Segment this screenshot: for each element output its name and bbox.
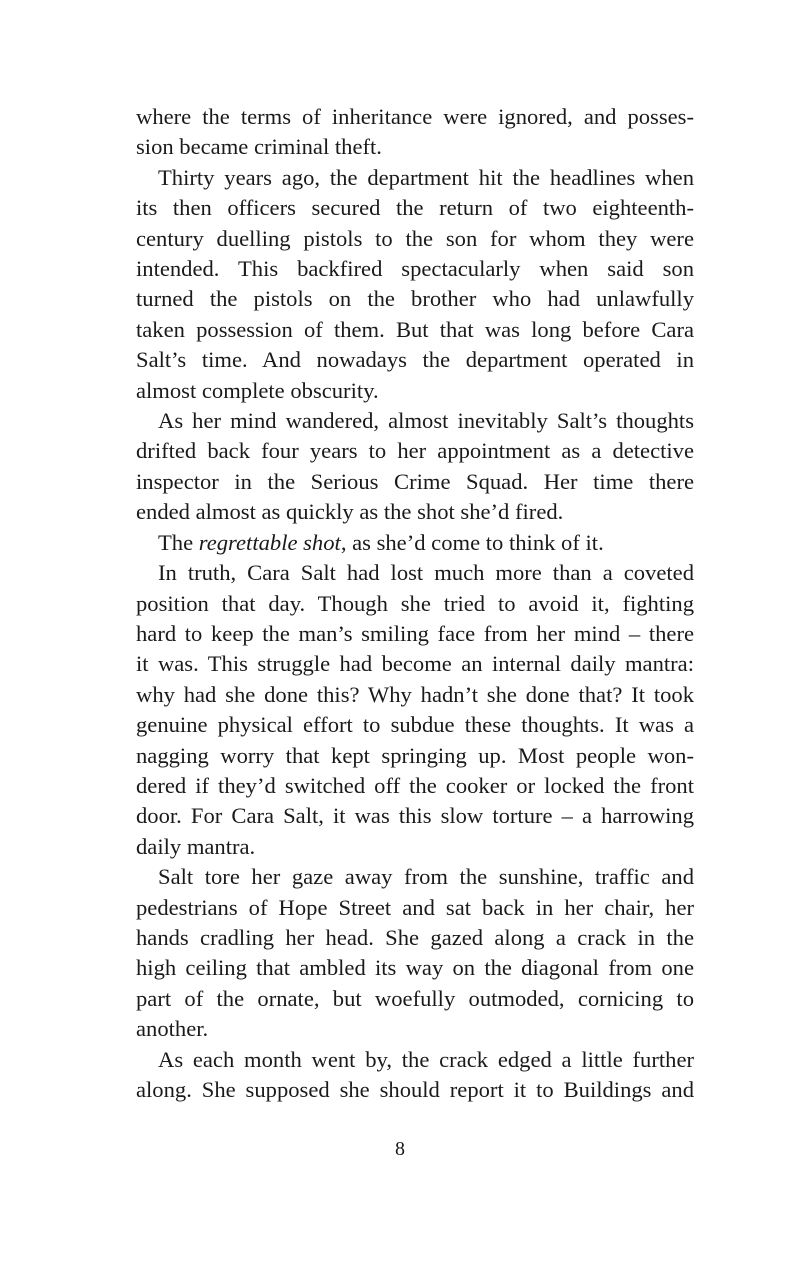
text-line: As her mind wandered, almost inevitably Salt’s thoughts bbox=[158, 408, 694, 434]
text-line: As each month went by, the crack edged a little further bbox=[158, 1046, 694, 1072]
text-line: another. bbox=[136, 1016, 209, 1042]
paragraph-6 bbox=[136, 862, 694, 1044]
text-line: door. For Cara Salt, it was this slow torture – a harrowing bbox=[136, 803, 694, 829]
text-line: turned the pistols on the brother who had unlawfully bbox=[136, 286, 694, 312]
page-number: 8 bbox=[395, 1138, 405, 1160]
paragraph-4 bbox=[136, 528, 694, 558]
text-line: dered if they’d switched off the cooker or locked the front bbox=[136, 772, 694, 798]
text-line: taken possession of them. But that was long before Cara bbox=[136, 316, 694, 342]
text-run: , as she’d come to think of it. bbox=[340, 529, 604, 555]
text-line: nagging worry that kept springing up. Most people won- bbox=[136, 742, 694, 768]
text-line: century duelling pistols to the son for whom they were bbox=[136, 225, 694, 251]
text-line: Salt’s time. And nowadays the department operated in bbox=[136, 347, 694, 373]
text-line: pedestrians of Hope Street and sat back in her chair, her bbox=[136, 894, 694, 920]
text-line: Salt tore her gaze away from the sunshine, traffic and bbox=[158, 864, 694, 890]
text-line: its then officers secured the return of two eighteenth- bbox=[136, 195, 694, 221]
text-line: genuine physical effort to subdue these thoughts. It was a bbox=[136, 712, 694, 738]
text-line: ended almost as quickly as the shot she’d fired. bbox=[136, 499, 564, 525]
text-line: along. She supposed she should report it to Buildings and bbox=[136, 1077, 694, 1102]
text-line: hands cradling her head. She gazed along a crack in the bbox=[136, 924, 694, 950]
text-line: almost complete obscurity. bbox=[136, 377, 379, 403]
text-line: high ceiling that ambled its way on the diagonal from one bbox=[136, 955, 694, 981]
text-line: why had she done this? Why hadn’t she done that? It took bbox=[136, 681, 694, 707]
text-line: drifted back four years to her appointment as a detective bbox=[136, 438, 694, 464]
text-line: intended. This backfired spectacularly when said son bbox=[136, 256, 694, 282]
emphasized-text: regrettable shot bbox=[198, 529, 341, 555]
text-line: daily mantra. bbox=[136, 833, 256, 859]
text-line: hard to keep the man’s smiling face from her mind – there bbox=[136, 620, 694, 646]
paragraph-1 bbox=[136, 102, 694, 163]
text-line bbox=[136, 528, 694, 558]
text-line: Thirty years ago, the department hit the headlines when bbox=[158, 164, 694, 190]
text-run: The bbox=[158, 529, 199, 555]
text-line: where the terms of inheritance were ignored, and posses- bbox=[136, 104, 694, 129]
text-line: inspector in the Serious Crime Squad. Her time there bbox=[136, 468, 694, 494]
text-line: In truth, Cara Salt had lost much more than a coveted bbox=[158, 560, 694, 586]
page-body bbox=[136, 102, 694, 1105]
paragraph-7 bbox=[136, 1045, 694, 1106]
text-line: part of the ornate, but woefully outmoded, cornicing to bbox=[136, 985, 694, 1011]
text-line: it was. This struggle had become an internal daily mantra: bbox=[136, 651, 694, 677]
text-line: position that day. Though she tried to avoid it, fighting bbox=[136, 590, 694, 616]
paragraph-2 bbox=[136, 163, 694, 406]
paragraph-3 bbox=[136, 406, 694, 528]
paragraph-5 bbox=[136, 558, 694, 862]
text-line: sion became criminal theft. bbox=[136, 134, 382, 160]
